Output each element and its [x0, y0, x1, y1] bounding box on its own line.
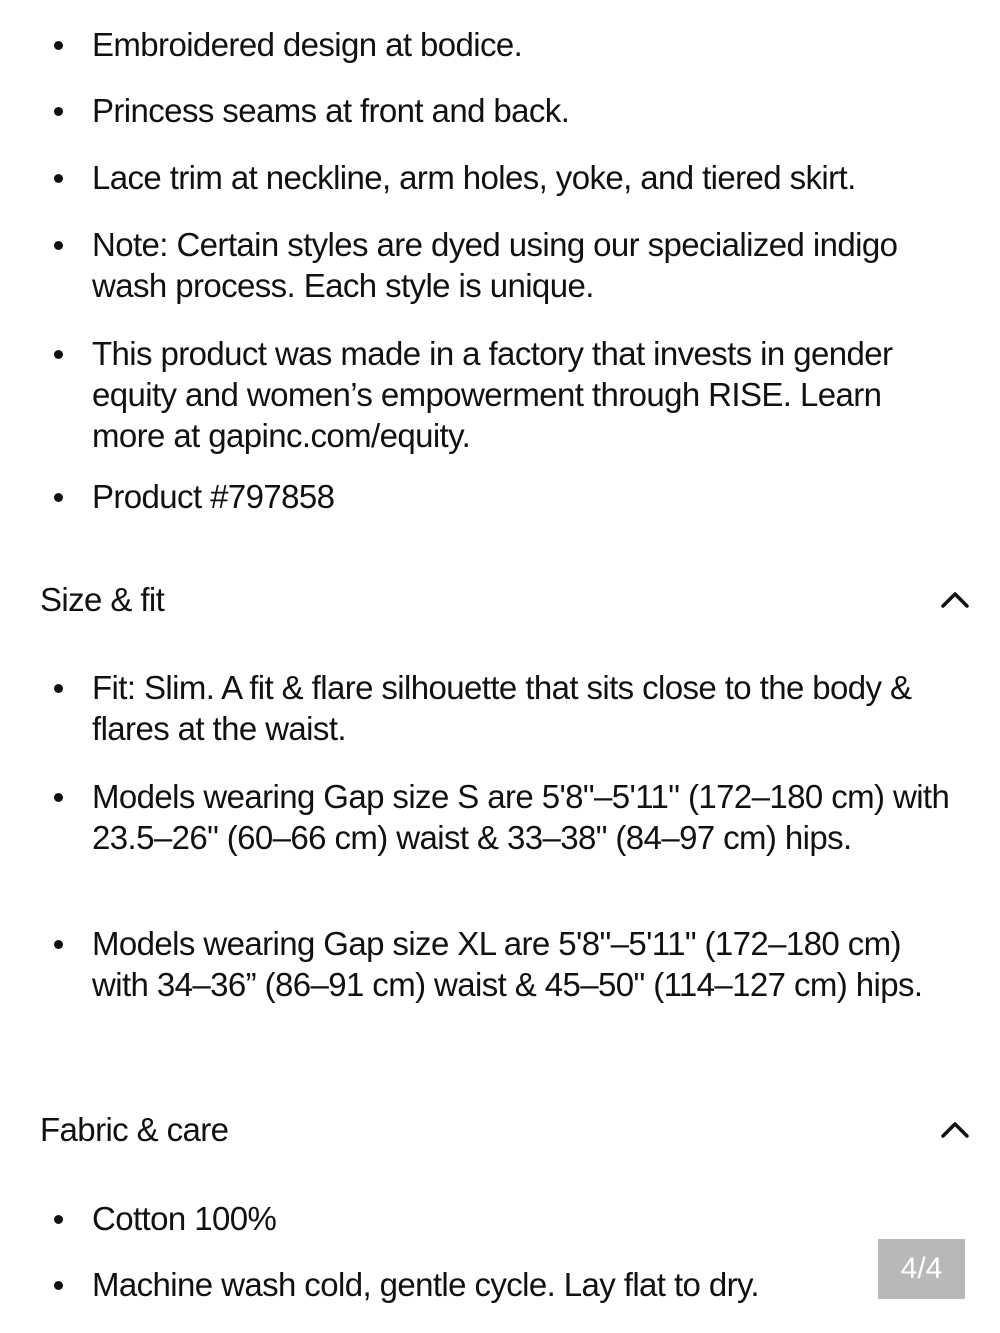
list-item-text: Models wearing Gap size S are 5'8"–5'11" (172–180 cm) with 23.5–26" (60–66 cm) waist & 33–38" (84–97 cm) hips.	[92, 778, 950, 856]
list-item	[92, 224, 952, 306]
bullet-dot	[54, 1281, 63, 1290]
fabric-care-accordion-header[interactable]	[40, 1105, 970, 1155]
list-item-text: Note: Certain styles are dyed using our specialized indigo wash process. Each style is unique.	[92, 226, 898, 304]
bullet-dot	[54, 684, 63, 693]
list-item-text: Embroidered design at bodice.	[92, 26, 523, 63]
section-title: Fabric & care	[40, 1111, 229, 1148]
bullet-dot	[54, 793, 63, 802]
list-item-text: Machine wash cold, gentle cycle. Lay flat to dry.	[92, 1266, 760, 1303]
page-indicator: 4/4	[878, 1239, 965, 1299]
list-item-text: Fit: Slim. A fit & flare silhouette that sits close to the body & flares at the waist.	[92, 669, 912, 747]
bullet-dot	[54, 107, 63, 116]
list-item-text: Princess seams at front and back.	[92, 92, 570, 129]
bullet-dot	[54, 1215, 63, 1224]
chevron-up-icon[interactable]	[940, 587, 970, 611]
list-item-text: Cotton 100%	[92, 1200, 277, 1237]
list-item	[92, 90, 952, 131]
bullet-dot	[54, 41, 63, 50]
list-item	[92, 776, 952, 858]
bullet-dot	[54, 241, 63, 250]
bullet-dot	[54, 493, 63, 502]
bullet-dot	[54, 940, 63, 949]
list-item-text: This product was made in a factory that invests in gender equity and women’s empowerment through RISE. Learn more at gapinc.com/equity.	[92, 335, 893, 454]
chevron-up-icon[interactable]	[940, 1117, 970, 1141]
list-item	[92, 1264, 952, 1305]
list-item	[92, 667, 952, 749]
list-item	[92, 24, 952, 65]
list-item-text: Lace trim at neckline, arm holes, yoke, and tiered skirt.	[92, 159, 856, 196]
bullet-dot	[54, 174, 63, 183]
list-item	[92, 157, 952, 198]
size-fit-accordion-header[interactable]	[40, 575, 970, 625]
bullet-dot	[54, 350, 63, 359]
list-item-text: Models wearing Gap size XL are 5'8"–5'11" (172–180 cm) with 34–36” (86–91 cm) waist & 45–50" (114–127 cm) hips.	[92, 925, 923, 1003]
list-item	[92, 1198, 952, 1239]
list-item	[92, 476, 952, 517]
section-title: Size & fit	[40, 581, 165, 618]
list-item	[92, 923, 952, 1005]
list-item	[92, 333, 952, 456]
list-item-text: Product #797858	[92, 478, 335, 515]
